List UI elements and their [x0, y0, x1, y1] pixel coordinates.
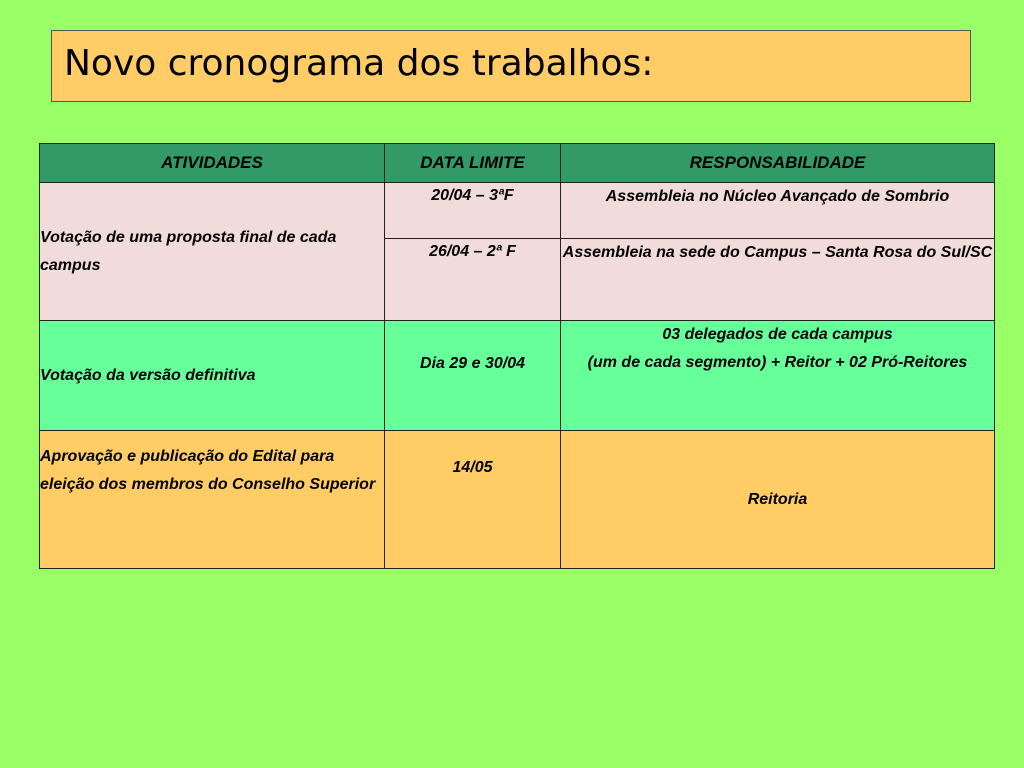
responsibility-cell: Reitoria — [561, 431, 995, 569]
date-cell: 20/04 – 3ªF — [385, 183, 561, 239]
schedule-table — [39, 143, 995, 569]
header-data-limite: DATA LIMITE — [385, 144, 561, 183]
date-cell: 26/04 – 2ª F — [385, 239, 561, 321]
title-box — [51, 30, 971, 102]
activity-cell: Aprovação e publicação do Edital para eleição dos membros do Conselho Superior — [40, 431, 385, 569]
table-row — [40, 183, 995, 239]
date-cell: Dia 29 e 30/04 — [385, 321, 561, 431]
date-cell: 14/05 — [385, 431, 561, 569]
responsibility-line: 03 delegados de cada campus — [662, 326, 893, 343]
table-row — [40, 431, 995, 569]
responsibility-cell — [561, 321, 995, 431]
table-row — [40, 321, 995, 431]
header-responsabilidade: RESPONSABILIDADE — [561, 144, 995, 183]
responsibility-cell: Assembleia na sede do Campus – Santa Rosa do Sul/SC — [561, 239, 995, 321]
activity-cell: Votação da versão definitiva — [40, 321, 385, 431]
responsibility-line: (um de cada segmento) + Reitor + 02 Pró-Reitores — [587, 354, 968, 371]
page-title: Novo cronograma dos trabalhos: — [64, 43, 654, 84]
responsibility-cell: Assembleia no Núcleo Avançado de Sombrio — [561, 183, 995, 239]
activity-cell: Votação de uma proposta final de cada campus — [40, 183, 385, 321]
header-atividades: ATIVIDADES — [40, 144, 385, 183]
table-header-row — [40, 144, 995, 183]
